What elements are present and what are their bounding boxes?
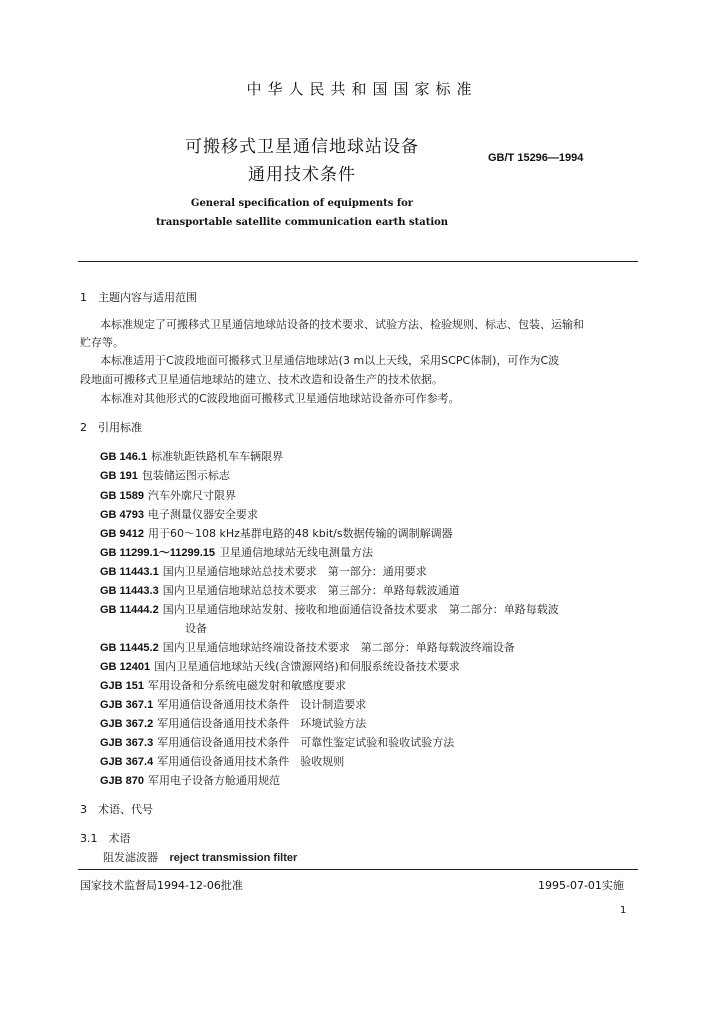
- term-chinese: 阻发滤波器: [103, 851, 158, 864]
- national-standard-title: 中华人民共和国国家标准: [246, 80, 478, 98]
- section3-1-heading: 3.1 术语: [80, 832, 131, 845]
- ref-item: GB 11443.1 国内卫星通信地球站总技术要求 第一部分：通用要求: [100, 565, 427, 578]
- ref-item: GB 11445.2 国内卫星通信地球站终端设备技术要求 第二部分：单路每载波终端设备: [100, 641, 515, 654]
- ref-item: GJB 151 军用设备和分系统电磁发射和敏感度要求: [100, 679, 347, 692]
- footer-divider: [78, 869, 638, 870]
- ref-item: GJB 870 军用电子设备方舱通用规范: [100, 774, 281, 787]
- section1-para2-line2: 段地面可搬移式卫星通信地球站的建立、技术改造和设备生产的技术依据。: [80, 373, 443, 386]
- standard-title-line1: 可搬移式卫星通信地球站设备: [185, 137, 419, 157]
- ref-item: GB 191 包装储运图示标志: [100, 469, 230, 482]
- ref-item: GB 146.1 标准轨距铁路机车车辆限界: [100, 450, 284, 463]
- ref-item: GJB 367.2 军用通信设备通用技术条件 环境试验方法: [100, 717, 367, 730]
- section1-heading: 1 主题内容与适用范围: [80, 291, 197, 304]
- standard-code: GB/T 15296—1994: [488, 152, 584, 164]
- section1-para2-line1: 本标准适用于C波段地面可搬移式卫星通信地球站(3 m以上天线，采用SCPC体制)，可作为C波: [100, 354, 560, 367]
- ref-item: GB 11299.1～11299.15 卫星通信地球站无线电测量方法: [100, 546, 373, 559]
- ref-item: GB 1589 汽车外廓尺寸限界: [100, 489, 237, 502]
- section1-para1-line1: 本标准规定了可搬移式卫星通信地球站设备的技术要求、试验方法、检验规则、标志、包装、运输和: [100, 318, 584, 331]
- term-entry: [103, 849, 297, 865]
- section2-heading: 2 引用标准: [80, 421, 142, 434]
- term-english: reject transmission filter: [169, 852, 298, 864]
- ref-item: GB 4793 电子测量仪器安全要求: [100, 508, 259, 521]
- ref-item: GB 9412 用于60～108 kHz基群电路的48 kbit/s数据传输的调制解调器: [100, 527, 453, 540]
- page-number: 1: [620, 905, 627, 916]
- ref-item: GJB 367.4 军用通信设备通用技术条件 验收规则: [100, 755, 345, 768]
- english-title-line1: General specification of equipments for: [190, 198, 414, 209]
- ref-item-continuation: 设备: [185, 622, 207, 635]
- header-divider: [78, 261, 638, 262]
- section1-para1-line2: 贮存等。: [80, 336, 124, 349]
- ref-item: GB 11444.2 国内卫星通信地球站发射、接收和地面通信设备技术要求 第二部分：单路每载波: [100, 603, 559, 616]
- effective-date: 1995-07-01实施: [538, 879, 624, 892]
- ref-item: GJB 367.3 军用通信设备通用技术条件 可靠性鉴定试验和验收试验方法: [100, 736, 455, 749]
- english-title-line2: transportable satellite communication earth station: [155, 217, 449, 228]
- standard-title-line2: 通用技术条件: [248, 165, 356, 185]
- section3-heading: 3 术语、代号: [80, 803, 153, 816]
- ref-item: GB 12401 国内卫星通信地球站天线(含馈源网络)和伺服系统设备技术要求: [100, 660, 460, 673]
- ref-item: GB 11443.3 国内卫星通信地球站总技术要求 第三部分：单路每载波通道: [100, 584, 460, 597]
- approval-date: 国家技术监督局1994-12-06批准: [80, 879, 243, 892]
- ref-item: GJB 367.1 军用通信设备通用技术条件 设计制造要求: [100, 698, 367, 711]
- section1-para3: 本标准对其他形式的C波段地面可搬移式卫星通信地球站设备亦可作参考。: [100, 392, 460, 405]
